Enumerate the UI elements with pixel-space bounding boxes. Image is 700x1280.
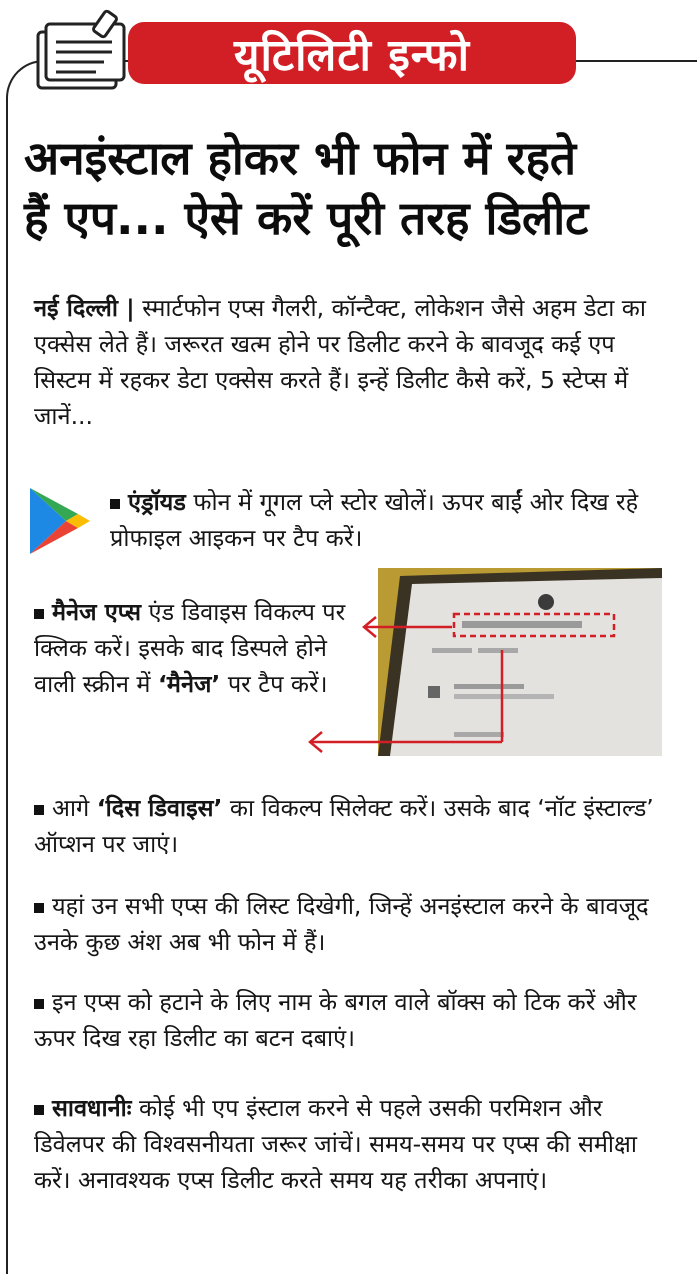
step-1-text: फोन में गूगल प्ले स्टोर खोलें। ऊपर बाईं ओर दिख रहे प्रोफाइल आइकन पर टैप करें। xyxy=(110,488,639,552)
step-2-bold: मैनेज एप्स xyxy=(52,598,141,626)
arrow-to-manage-apps xyxy=(356,614,452,640)
caution-paragraph xyxy=(34,1090,664,1198)
step-2-text: एंड डिवाइस विकल्प पर क्लिक करें। इसके बाद डिस्पले होने वाली स्क्रीन में xyxy=(34,598,346,698)
bullet-icon xyxy=(34,903,44,913)
banner-title: यूटिलिटी इन्फो xyxy=(233,30,470,81)
notepad-icon xyxy=(24,8,134,90)
bullet-icon xyxy=(34,805,44,815)
section-banner xyxy=(128,22,576,84)
google-play-logo-icon xyxy=(26,484,92,558)
step-3-bold: ‘दिस डिवाइस’ xyxy=(96,794,223,822)
step-2-text-2: पर टैप करें। xyxy=(220,670,328,698)
intro-paragraph: नई दिल्ली | स्मार्टफोन एप्स गैलरी, कॉन्टैक्ट, लोकेशन जैसे अहम डेटा का एक्सेस लेते हैं। जरूरत खत्म होने पर डिलीट करने के बावजूद कई एप सिस्टम में रहकर डेटा एक्सेस करते हैं। इन्हें डिलीट कैसे करें, 5 स्टेप्स में जानें... xyxy=(34,294,646,430)
step-4 xyxy=(34,888,664,960)
step-1-bold: एंड्रॉयड xyxy=(128,488,186,516)
dateline: नई दिल्ली xyxy=(34,294,118,322)
caution-label: सावधानीः xyxy=(52,1094,132,1122)
step-5 xyxy=(34,984,664,1056)
bullet-icon xyxy=(34,1105,44,1115)
headline-line-1: अनइंस्टाल होकर भी फोन में रहते xyxy=(24,131,577,185)
headline-line-2: हैं एप... ऐसे करें पूरी तरह डिलीट xyxy=(24,191,589,245)
step-3 xyxy=(34,790,664,862)
step-3-text: का विकल्प सिलेक्ट करें। उसके बाद ‘नॉट इंस्टाल्ड’ ऑप्शन पर जाएं। xyxy=(34,794,654,858)
step-4-text: यहां उन सभी एप्स की लिस्ट दिखेगी, जिन्हें अनइंस्टाल करने के बावजूद उनके कुछ अंश अब भी फोन में हैं। xyxy=(34,892,649,956)
step-5-text: इन एप्स को हटाने के लिए नाम के बगल वाले बॉक्स को टिक करें और ऊपर दिख रहा डिलीट का बटन दबाएं। xyxy=(34,988,637,1052)
step-3-pre: आगे xyxy=(52,794,97,822)
headline xyxy=(24,128,684,248)
bullet-icon xyxy=(34,609,44,619)
bullet-icon xyxy=(34,999,44,1009)
step-2-bold-2: ‘मैनेज’ xyxy=(157,670,221,698)
caution-text: कोई भी एप इंस्टाल करने से पहले उसकी परमिशन और डिवेलपर की विश्वसनीयता जरूर जांचें। समय-समय पर एप्स की समीक्षा करें। अनावश्यक एप्स डिलीट करते समय यह तरीका अपनाएं। xyxy=(34,1094,637,1194)
arrow-to-manage xyxy=(302,650,512,754)
intro-text: स्मार्टफोन एप्स गैलरी, कॉन्टैक्ट, लोकेशन जैसे अहम डेटा का एक्सेस लेते हैं। जरूरत खत्म होने पर डिलीट करने के बावजूद कई एप सिस्टम में रहकर डेटा एक्सेस करते हैं। इन्हें डिलीट कैसे करें, 5 स्टेप्स में जानें... xyxy=(34,294,646,430)
bullet-icon xyxy=(110,499,120,509)
step-1 xyxy=(110,484,670,556)
